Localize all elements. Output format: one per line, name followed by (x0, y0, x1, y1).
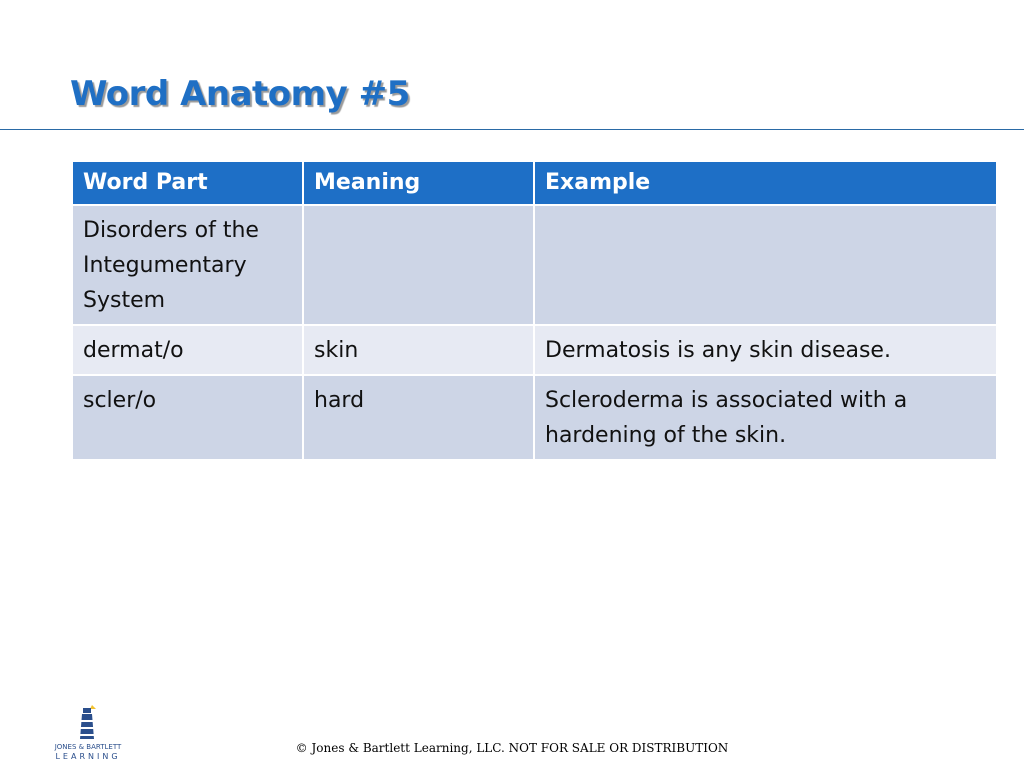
cell-word-part: Disorders of the Integumentary System (72, 205, 303, 325)
logo-text-line2: LEARNING (55, 752, 121, 761)
table-row (72, 325, 997, 375)
header-word-part: Word Part (72, 161, 303, 205)
header-example: Example (534, 161, 997, 205)
cell-meaning: skin (303, 325, 534, 375)
cell-example (534, 205, 997, 325)
cell-word-part: scler/o (72, 375, 303, 460)
word-anatomy-table (71, 160, 998, 461)
logo-text-line1: JONES & BARTLETT (54, 743, 122, 751)
title-divider (0, 129, 1024, 130)
cell-example: Scleroderma is associated with a hardening of the skin. (534, 375, 997, 460)
lighthouse-icon (52, 703, 124, 743)
slide-title: Word Anatomy #5 (70, 74, 410, 114)
cell-example: Dermatosis is any skin disease. (534, 325, 997, 375)
table-row (72, 375, 997, 460)
cell-meaning (303, 205, 534, 325)
table-row (72, 205, 997, 325)
header-meaning: Meaning (303, 161, 534, 205)
cell-word-part: dermat/o (72, 325, 303, 375)
copyright-footer: © Jones & Bartlett Learning, LLC. NOT FOR SALE OR DISTRIBUTION (295, 741, 729, 755)
table-header-row (72, 161, 997, 205)
cell-meaning: hard (303, 375, 534, 460)
